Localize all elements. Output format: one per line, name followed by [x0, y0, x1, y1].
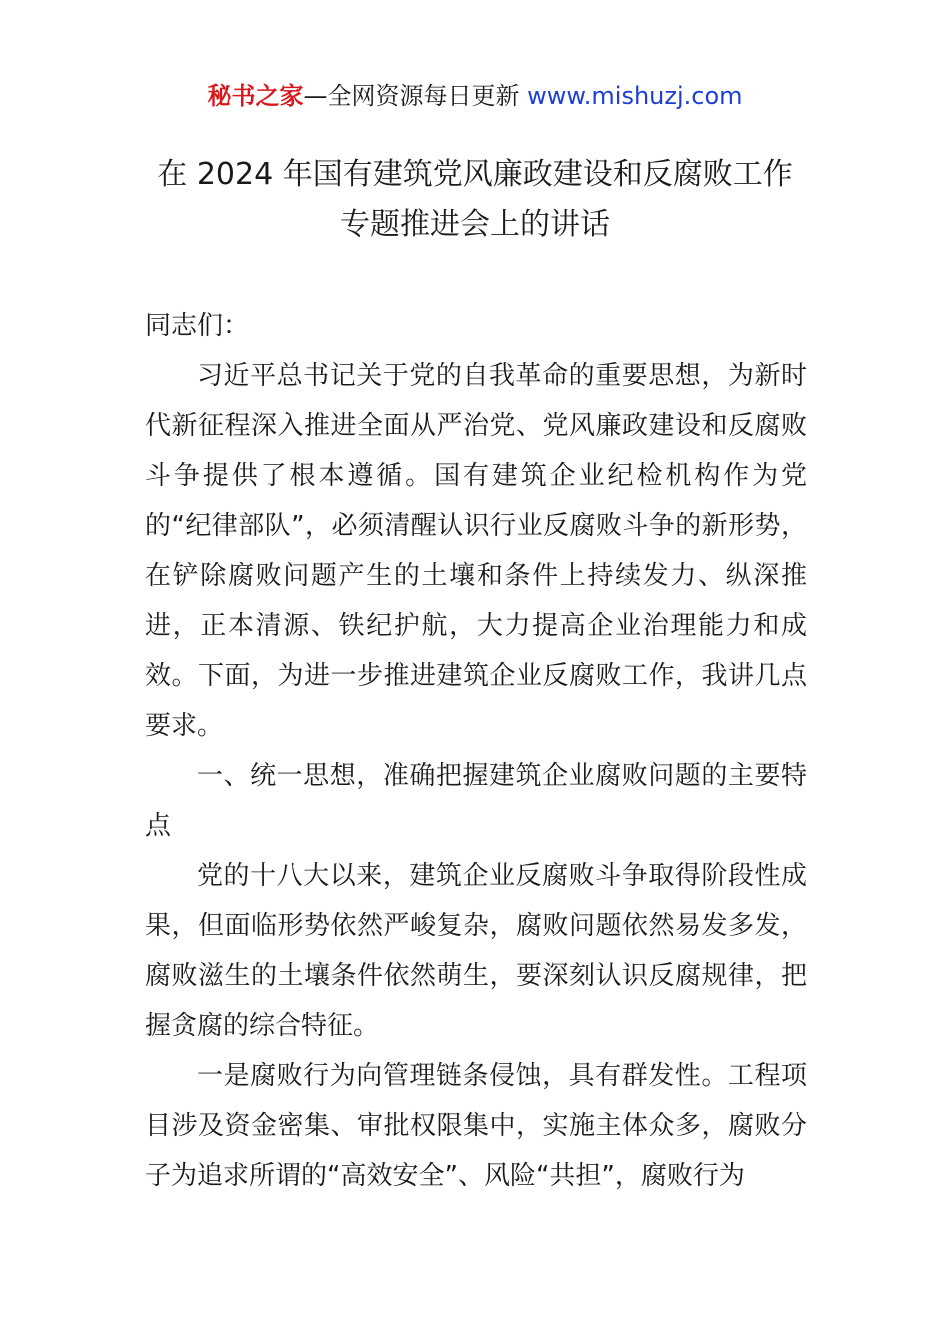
section-heading-1: 一、统一思想，准确把握建筑企业腐败问题的主要特点	[145, 761, 807, 841]
document-body	[145, 301, 807, 1201]
header-tagline: —全网资源每日更新	[303, 82, 528, 110]
title-line-2: 专题推进会上的讲话	[340, 207, 610, 242]
site-header	[0, 78, 950, 114]
title-line-1: 在 2024 年国有建筑党风廉政建设和反腐败工作	[157, 157, 793, 192]
site-url-link[interactable]: www.mishuzj.com	[527, 82, 743, 110]
brand-name: 秘书之家	[207, 82, 304, 110]
paragraph-intro: 习近平总书记关于党的自我革命的重要思想，为新时代新征程深入推进全面从严治党、党风廉政建设和反腐败斗争提供了根本遵循。国有建筑企业纪检机构作为党的“纪律部队”，必须清醒认识行业反腐败斗争的新形势，在铲除腐败问题产生的土壤和条件上持续发力、纵深推进，正本清源、铁纪护航，大力提高企业治理能力和成效。下面，为进一步推进建筑企业反腐败工作，我讲几点要求。	[145, 361, 807, 741]
document-title	[0, 150, 950, 250]
paragraph-section-1: 党的十八大以来，建筑企业反腐败斗争取得阶段性成果，但面临形势依然严峻复杂，腐败问题依然易发多发，腐败滋生的土壤条件依然萌生，要深刻认识反腐规律，把握贪腐的综合特征。	[145, 861, 807, 1041]
salutation: 同志们：	[145, 311, 250, 341]
paragraph-point-1: 一是腐败行为向管理链条侵蚀，具有群发性。工程项目涉及资金密集、审批权限集中，实施主体众多，腐败分子为追求所谓的“高效安全”、风险“共担”，腐败行为	[145, 1061, 807, 1191]
